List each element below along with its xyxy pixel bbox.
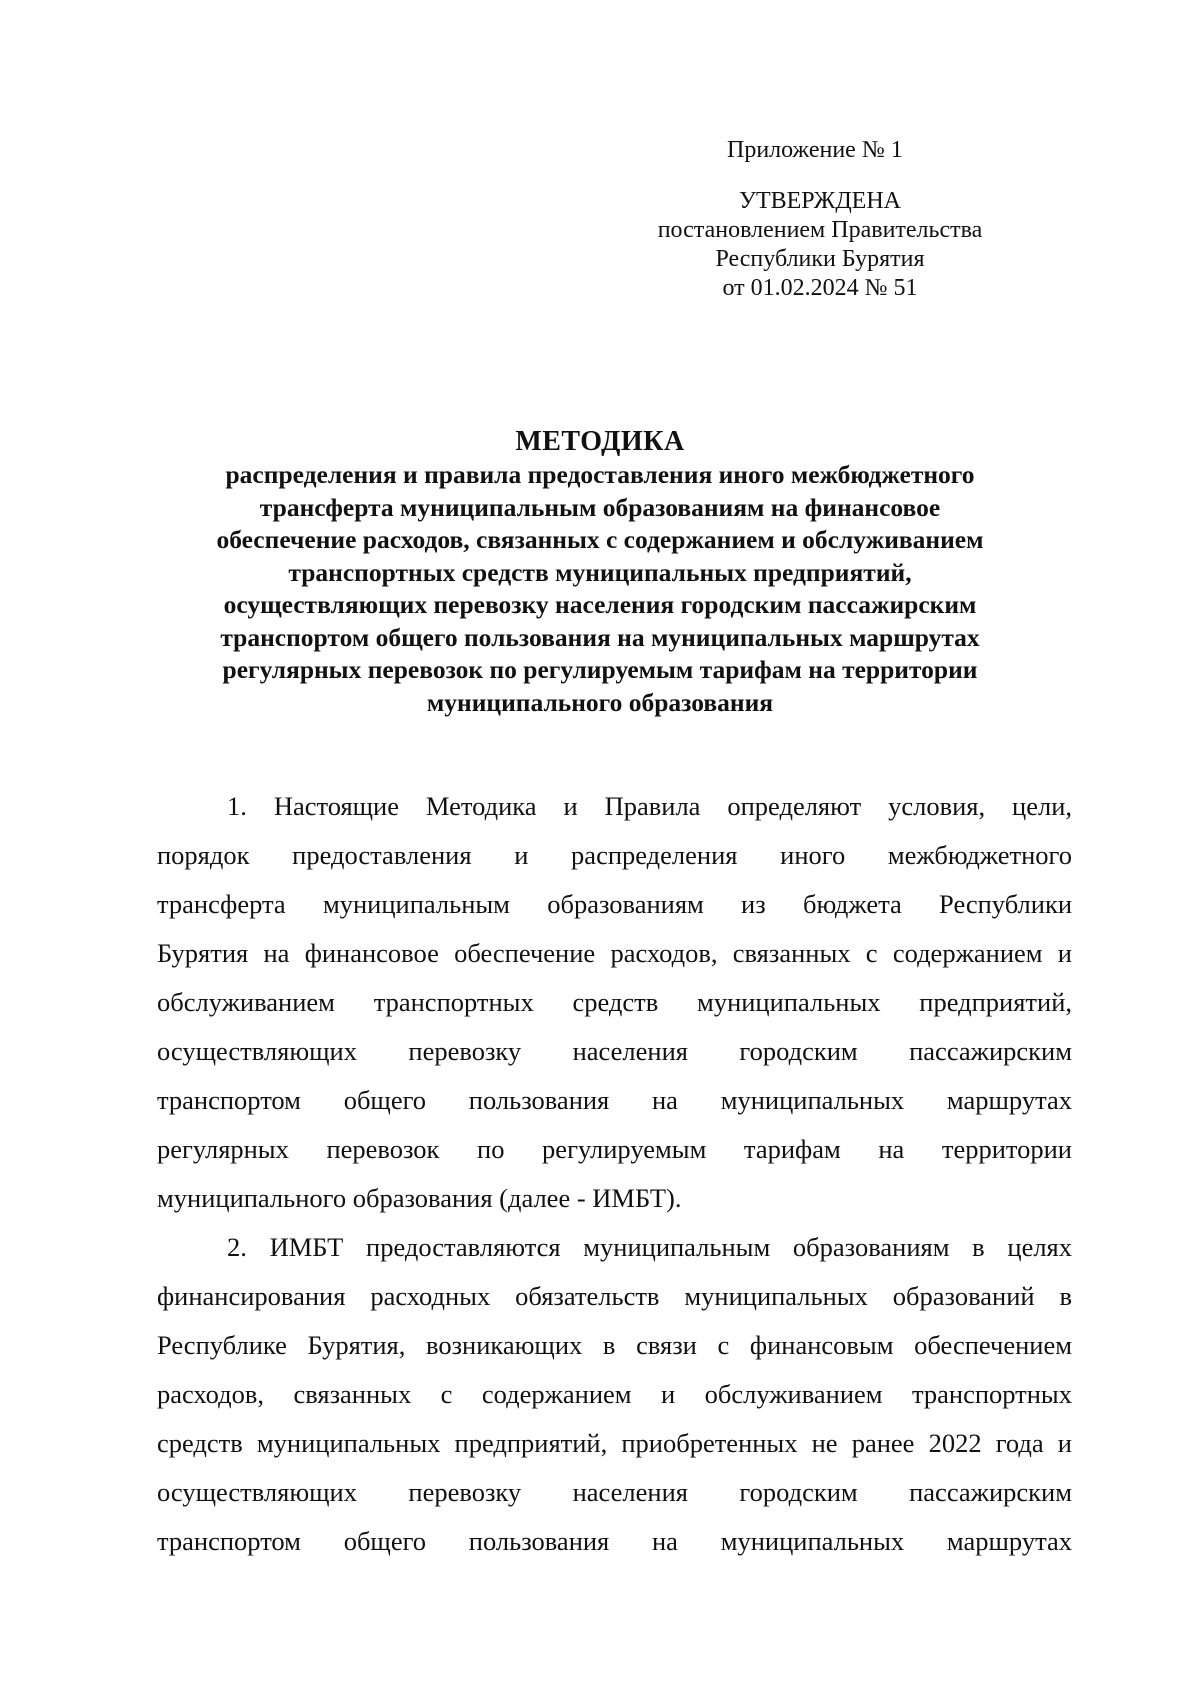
paragraph-1-line: Бурятия на финансовое обеспечение расходов, связанных с содержанием и [157,938,1072,968]
paragraph-1-line: осуществляющих перевозку населения городским пассажирским [157,1036,1072,1066]
paragraph-2-line: Республике Бурятия, возникающих в связи с финансовым обеспечением [157,1330,1072,1360]
title-line: регулярных перевозок по регулируемым тарифам на территории [222,655,978,684]
paragraph-1-line: регулярных перевозок по регулируемым тарифам на территории [157,1134,1072,1164]
paragraph-2-line: средств муниципальных предприятий, приобретенных не ранее 2022 года и [157,1428,1072,1458]
paragraph-1-line: 1. Настоящие Методика и Правила определяют условия, цели, [227,791,1072,821]
title-line: транспортных средств муниципальных предприятий, [288,557,912,587]
paragraph-2-line: расходов, связанных с содержанием и обслуживанием транспортных [157,1379,1072,1409]
paragraph-1-line: порядок предоставления и распределения иного межбюджетного [157,840,1072,870]
paragraph-2-line: финансирования расходных обязательств муниципальных образований в [157,1281,1072,1311]
title-line: трансферта муниципальным образованиям на финансовое [259,492,941,522]
paragraph-1-line: трансферта муниципальным образованиям из бюджета Республики [157,889,1072,919]
paragraph-2-line: 2. ИМБТ предоставляются муниципальным образованиям в целях [227,1232,1072,1262]
title-line: обеспечение расходов, связанных с содержанием и обслуживанием [216,525,984,554]
title-line: муниципального образования [426,687,774,717]
title-subtitle [160,459,1040,719]
paragraph-2-line: осуществляющих перевозку населения городским пассажирским [157,1477,1072,1507]
appendix-label: Приложение № 1 [727,137,903,163]
paragraph-1-line: транспортом общего пользования на муниципальных маршрутах [157,1085,1072,1115]
approval-line: Республики Бурятия [715,246,925,272]
title-line: транспортом общего пользования на муниципальных маршрутах [220,622,980,652]
paragraph-1-line: обслуживанием транспортных средств муниципальных предприятий, [157,987,1072,1017]
title-line: распределения и правила предоставления иного межбюджетного [225,460,975,489]
paragraph-2-line: транспортом общего пользования на муниципальных маршрутах [157,1526,1072,1556]
title-line: осуществляющих перевозку населения городским пассажирским [223,590,977,619]
body-text [157,782,1072,1566]
approval-status: УТВЕРЖДЕНА [738,188,902,214]
paragraph-1-line: муниципального образования (далее - ИМБТ). [157,1183,682,1213]
title-main: МЕТОДИКА [515,426,685,457]
approval-block [600,187,1040,303]
document-title [160,425,1040,719]
approval-date-number: от 01.02.2024 № 51 [722,275,918,301]
approval-line: постановлением Правительства [657,217,983,243]
